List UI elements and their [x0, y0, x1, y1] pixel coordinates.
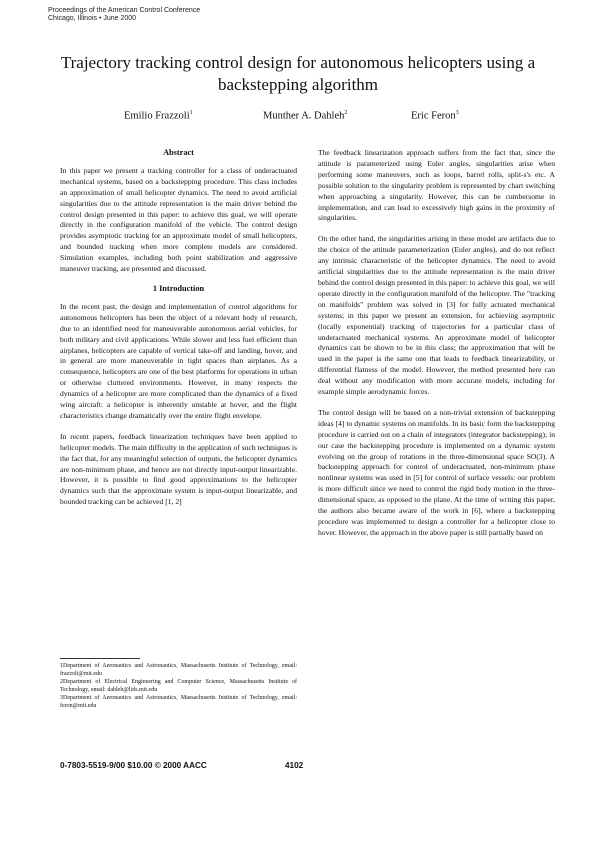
author-footnote-mark: 2	[344, 110, 348, 116]
abstract-text: In this paper we present a tracking controller for a class of underactuated mechanical systems, based on a backstepping procedure. This class includes an approximation of small helicopter dynamics. The need to avoid artificial singularities due to the attitude representation is the main driver behind the control design presented in this paper: to achieve this goal, we will operate directly in the configuration manifold of the vehicle. The control design provides asymptotic tracking for an approximate model of small helicopters, and bounded tracking when more complete models are considered. Simulation examples, including both point stabilization and aggressive maneuver tracking, are presented and discussed.	[60, 165, 297, 274]
author-footnote-mark: 3	[455, 110, 459, 116]
conference-header	[48, 7, 200, 23]
footnotes	[60, 658, 297, 710]
right-paragraph-3: The control design will be based on a non-trivial extension of backstepping ideas [4] to dynamic systems on manifolds. In its basic form the backstepping procedure is carried out on a chain of integrators (integrator backstepping); in our case the backstepping procedure is implemented on a dynamic system evolving on the group of rotations in the three-dimensional space SO(3). A backstepping approach for control of underactuated, non-minimum phase nonlinear systems was used in [5] for control of surface vessels: our problem is more difficult since we need to control the rigid body motion in the three-dimensional space, as opposed to the plane. At the time of writing this paper, the authors also became aware of the work in [6], where a backstepping procedure was implemented to design a controller for a helicopter close to hover. However, the approach in the above paper is still partially based on	[318, 407, 555, 537]
author-1	[124, 110, 193, 122]
author-footnote-mark: 1	[189, 110, 193, 116]
intro-paragraph-1: In the recent past, the design and implementation of control algorithms for autonomous helicopters has been the object of a relevant body of research, due to an identified need for maneuverable autonomous aerial vehicles, for both military and civil applications. While slower and less fuel efficient than airplanes, helicopters are capable of vertical take-off and landing, hover, and in general are more maneuverable in tight spaces than airplanes. As a consequence, helicopters are one of the best platforms for operations in urban or otherwise cluttered environments. However, in many respects the dynamics of a helicopter are more complicated than the dynamics of a fixed wing aircraft: a helicopter is inherently unstable at hover, and the flight characteristics change dramatically over the entire flight envelope.	[60, 301, 297, 420]
author-name: Emilio Frazzoli	[124, 110, 190, 122]
left-column	[60, 148, 297, 508]
introduction-heading: 1 Introduction	[152, 283, 205, 293]
page-number: 4102	[285, 761, 304, 770]
right-paragraph-1: The feedback linearization approach suffers from the fact that, since the attitude is parameterized using Euler angles, singularities arise when performing some maneuvers, such as loops, barrel rolls, split-s's etc. A possible solution to the singularity problem is represented by chart switching when approaching a singularity. However, this can be cumbersome in implementation, and can lead to excessively high gains in the proximity of singularities.	[318, 148, 555, 223]
author-name: Munther A. Dahleh	[263, 110, 345, 122]
right-paragraph-2: On the other hand, the singularities arising in these model are artifacts due to the choice of the attitude parameterization (Euler angles), and do not reflect any intrinsic characteristic of the helicopter dynamics. The need to avoid artificial singularities due to the attitude representation is the main driver behind the control design presented in this paper: to achieve this goal, we will operate directly in the configuration manifold of the helicopter. The "tracking on manifolds" problem was solved in [3] for fully actuated mechanical systems; in this paper we present an extension, for achieving asymptotic (locally exponential) tracking of trajectories for a particular class of underactuated mechanical systems. An approximate model of helicopter dynamics can be shown to be in this class; the approximation that will be used in the paper is the same one that leads to feedback linearizability, or differential flatness of the model. However, the method presented here can deal without any modification with more accurate models, including for example simple aerodynamic forces.	[318, 234, 555, 397]
author-2	[263, 110, 347, 122]
paper-title: Trajectory tracking control design for autonomous helicopters using a backstepping algorithm	[60, 53, 536, 94]
footnote-2: 2Department of Electrical Engineering and Computer Science, Massachusetts Institute of Technology, email: dahleh@lids.mit.edu	[60, 679, 297, 693]
footnote-rule	[60, 658, 140, 659]
conference-name: Proceedings of the American Control Conference	[48, 7, 201, 14]
abstract-heading: Abstract	[163, 148, 194, 157]
footer-isbn: 0-7803-5519-9/00 $10.00 © 2000 AACC	[60, 761, 207, 770]
footnote-1: 1Department of Aeronautics and Astronautics, Massachusetts Institute of Technology, email: frazzoli@mit.edu	[60, 663, 297, 677]
footnote-3: 3Department of Aeronautics and Astronautics, Massachusetts Institute of Technology, email: feron@mit.edu	[60, 695, 297, 709]
conference-location-date: Chicago, Illinois • June 2000	[48, 15, 137, 22]
right-column	[318, 148, 555, 539]
author-name: Eric Feron	[411, 110, 456, 122]
author-3	[411, 110, 459, 122]
intro-paragraph-2: In recent papers, feedback linearization techniques have been applied to helicopter models. The main difficulty in the application of such techniques is the fact that, for any meaningful selection of outputs, the helicopter dynamics are non-minimum phase, and hence are not directly input-output linearizable. However, it is possible to find good approximations to the helicopter dynamics such that the approximate system is input-output linearizable, and bounded tracking can be achieved [1, 2]	[60, 431, 297, 507]
